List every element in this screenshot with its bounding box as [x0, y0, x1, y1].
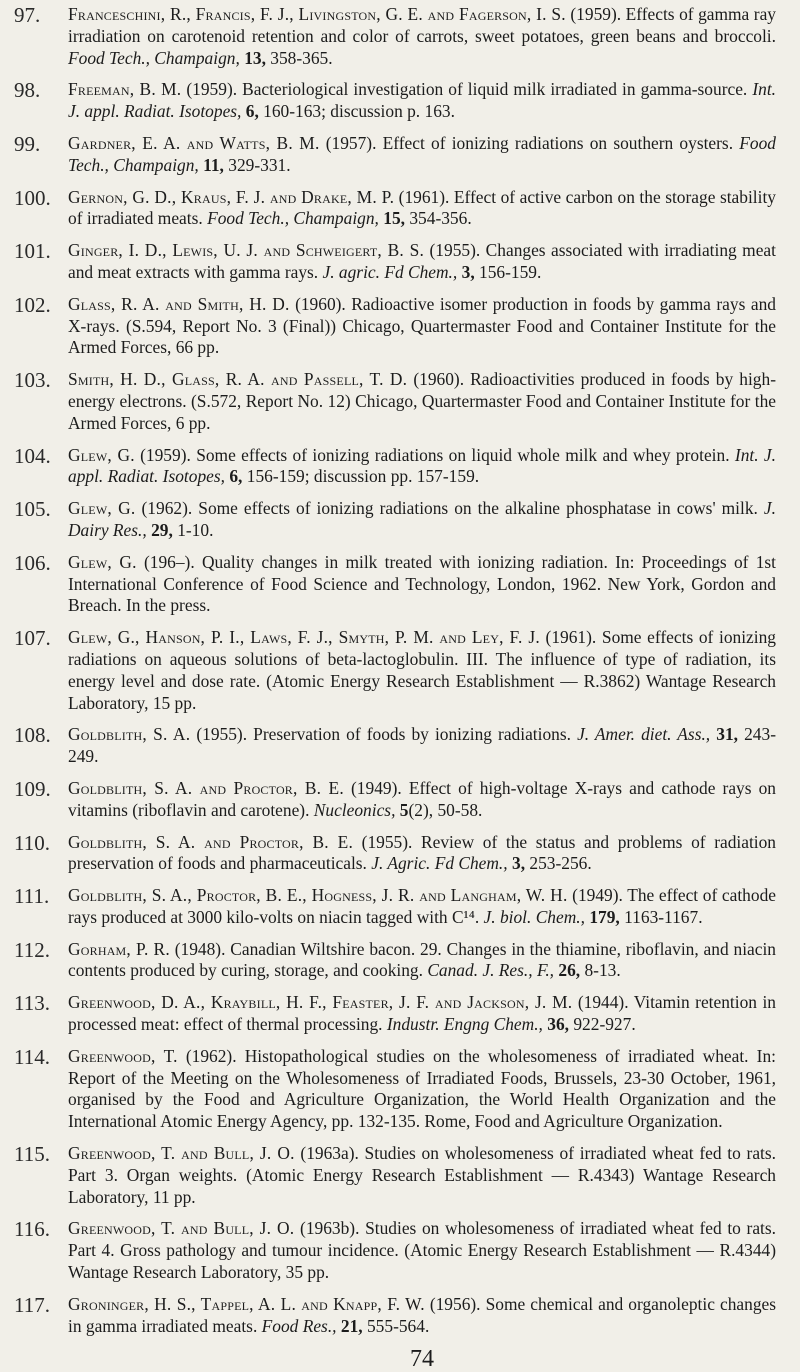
- journal-name: J. biol. Chem.,: [483, 906, 585, 927]
- reference-number: 113.: [14, 991, 50, 1016]
- reference-entry: [14, 778, 776, 822]
- reference-entry: [14, 885, 776, 929]
- reference-number: 115.: [14, 1142, 50, 1167]
- reference-entry: [14, 939, 776, 983]
- reference-segment: (1944). Vitamin retention in processed meat: effect of thermal processing.: [68, 992, 776, 1035]
- reference-authors: Goldblith, S. A., Proctor, B. E., Hogness, J. R. and Langham, W. H.: [68, 885, 568, 906]
- page-number: 74: [410, 1346, 434, 1372]
- reference-text: [68, 240, 776, 284]
- reference-segment: 253-256.: [525, 853, 592, 874]
- reference-authors: Gardner, E. A. and Watts, B. M.: [68, 132, 320, 153]
- reference-text: [68, 294, 776, 359]
- reference-entry: [14, 552, 776, 617]
- volume-number: 13,: [244, 47, 266, 68]
- volume-number: 21,: [340, 1315, 363, 1336]
- reference-entry: [14, 445, 776, 489]
- reference-entry: [14, 294, 776, 359]
- reference-text: [68, 187, 776, 231]
- reference-entry: [14, 1143, 776, 1208]
- reference-segment: (1955). Preservation of foods by ionizing radiations.: [190, 724, 578, 745]
- reference-segment: 243-249.: [68, 724, 776, 767]
- reference-segment: 358-365.: [265, 47, 333, 68]
- reference-authors: Goldblith, S. A.: [68, 724, 191, 745]
- reference-authors: Greenwood, T. and Bull, J. O.: [68, 1218, 295, 1239]
- reference-authors: Goldblith, S. A. and Proctor, B. E.: [68, 831, 354, 852]
- reference-authors: Gernon, G. D., Kraus, F. J. and Drake, M. P.: [68, 186, 395, 207]
- journal-name: Canad. J. Res., F.,: [427, 960, 555, 981]
- volume-number: 6,: [229, 466, 243, 487]
- volume-number: 179,: [589, 906, 620, 927]
- reference-text: [68, 4, 776, 69]
- journal-name: Nucleonics,: [313, 799, 396, 820]
- reference-authors: Franceschini, R., Francis, F. J., Livingston, G. E. and Fagerson, I. S.: [68, 4, 566, 24]
- journal-name: J. Agric. Fd Chem.,: [371, 853, 508, 874]
- reference-text: [68, 1046, 776, 1133]
- volume-number: 15,: [383, 208, 406, 229]
- reference-authors: Freeman, B. M.: [68, 79, 182, 100]
- reference-number: 114.: [14, 1044, 50, 1069]
- reference-segment: (1959). Effects of gamma ray irradiation on carotenoid retention and color of carrots, sweet potatoes, green beans and broccoli.: [68, 4, 776, 46]
- journal-name: J. agric. Fd Chem.,: [322, 261, 458, 282]
- reference-segment: 1163-1167.: [619, 906, 703, 927]
- reference-number: 98.: [14, 78, 41, 103]
- journal-name: J. Amer. diet. Ass.,: [577, 724, 711, 745]
- volume-number: 29,: [151, 519, 173, 540]
- volume-number: 3,: [461, 261, 475, 282]
- reference-entry: [14, 627, 776, 714]
- reference-number: 97.: [14, 3, 41, 27]
- reference-segment: 555-564.: [362, 1315, 430, 1336]
- journal-name: Food Res.,: [261, 1315, 337, 1336]
- reference-segment: 8-13.: [580, 960, 621, 981]
- reference-segment: (196–). Quality changes in milk treated with ionizing radiation. In: Proceedings of 1st International Conference of Food Science and Technology, London, 1962. New York, Gordon and Breach. In the press.: [68, 551, 777, 616]
- reference-segment: (1961). Effect of active carbon on the storage stability of irradiated meats.: [68, 186, 776, 229]
- reference-entry: [14, 1046, 776, 1133]
- reference-list: [14, 4, 776, 1337]
- reference-number: 108.: [14, 723, 51, 748]
- journal-name: Food Tech., Champaign,: [68, 132, 776, 175]
- reference-entry: [14, 724, 776, 768]
- reference-authors: Glew, G., Hanson, P. I., Laws, F. J., Smyth, P. M. and Ley, F. J.: [68, 627, 540, 648]
- reference-authors: Gorham, P. R.: [68, 938, 170, 959]
- reference-entry: [14, 4, 776, 69]
- reference-segment: (1957). Effect of ionizing radiations on southern oysters.: [319, 132, 740, 153]
- volume-number: 3,: [512, 853, 526, 874]
- reference-entry: [14, 992, 776, 1036]
- reference-segment: (1962). Histopathological studies on the wholesomeness of irradiated wheat. In: Report of the Meeting on the Wholesomeness of Irradiated Foods, Brussels, 23-30 October, 1961, organised by the Food and Agriculture Organization, the World Health Organization and the International Atomic Energy Agency, pp. 132-135. Rome, Food and Agriculture Organization.: [68, 1045, 776, 1132]
- reference-entry: [14, 240, 776, 284]
- journal-name: Int. J. appl. Radiat. Isotopes,: [68, 444, 776, 487]
- reference-authors: Glass, R. A. and Smith, H. D.: [68, 293, 290, 314]
- reference-segment: (2), 50-58.: [408, 799, 483, 820]
- reference-number: 116.: [14, 1217, 50, 1242]
- reference-authors: Goldblith, S. A. and Proctor, B. E.: [68, 777, 344, 798]
- reference-number: 103.: [14, 368, 51, 393]
- reference-segment: (1962). Some effects of ionizing radiations on the alkaline phosphatase in cows' milk.: [135, 498, 764, 519]
- reference-segment: (1959). Some effects of ionizing radiations on liquid whole milk and whey protein.: [134, 444, 735, 465]
- reference-authors: Glew, G.: [68, 444, 135, 465]
- journal-name: Food Tech., Champaign,: [207, 208, 379, 229]
- reference-segment: 156-159; discussion pp. 157-159.: [242, 466, 480, 487]
- reference-authors: Groninger, H. S., Tappel, A. L. and Knapp, F. W.: [68, 1293, 425, 1314]
- reference-text: [68, 992, 776, 1036]
- volume-number: 26,: [558, 960, 581, 981]
- reference-segment: 160-163; discussion p. 163.: [258, 101, 455, 122]
- reference-segment: (1963a). Studies on wholesomeness of irradiated wheat fed to rats. Part 3. Organ weights. (Atomic Energy Research Establishment — R.4343) Wantage Research Laboratory, 11 pp.: [68, 1143, 776, 1207]
- reference-segment: (1956). Some chemical and organoleptic changes in gamma irradiated meats.: [68, 1293, 776, 1336]
- reference-entry: [14, 498, 776, 542]
- reference-number: 111.: [14, 884, 50, 909]
- reference-segment: (1960). Radioactivities produced in foods by high-energy electrons. (S.572, Report No. 12) Chicago, Quartermaster Food and Container Institute for the Armed Forces, 6 pp.: [68, 369, 776, 433]
- reference-segment: 329-331.: [223, 154, 291, 175]
- reference-segment: (1960). Radioactive isomer production in foods by gamma rays and X-rays. (S.594, Report No. 3 (Final)) Chicago, Quartermaster Food and Container Institute for the Armed Forces, 66 pp.: [68, 293, 776, 358]
- volume-number: 6,: [245, 101, 259, 122]
- reference-number: 110.: [14, 830, 50, 855]
- journal-name: Food Tech., Champaign,: [68, 47, 240, 68]
- volume-number: 11,: [203, 154, 224, 175]
- journal-name: J. Dairy Res.,: [68, 498, 776, 540]
- reference-segment: (1955). Review of the status and problems of radiation preservation of foods and pharmaceuticals.: [68, 831, 776, 874]
- reference-number: 117.: [14, 1292, 50, 1317]
- reference-text: [68, 939, 776, 983]
- reference-number: 106.: [14, 550, 51, 575]
- reference-number: 112.: [14, 937, 50, 962]
- reference-number: 99.: [14, 131, 41, 156]
- reference-authors: Greenwood, D. A., Kraybill, H. F., Feaster, J. F. and Jackson, J. M.: [68, 992, 573, 1013]
- reference-segment: (1959). Bacteriological investigation of liquid milk irradiated in gamma-source.: [181, 79, 753, 100]
- volume-number: 36,: [547, 1014, 570, 1035]
- reference-text: [68, 79, 776, 123]
- reference-text: [68, 885, 776, 929]
- reference-text: [68, 832, 776, 876]
- reference-number: 100.: [14, 185, 51, 210]
- reference-segment: (1949). Effect of high-voltage X-rays and cathode rays on vitamins (riboflavin and carotene).: [68, 777, 776, 820]
- reference-text: [68, 724, 776, 768]
- reference-entry: [14, 369, 776, 434]
- reference-segment: (1961). Some effects of ionizing radiations on aqueous solutions of beta-lactoglobulin. III. The influence of type of radiation, its energy level and dose rate. (Atomic Energy Research Establishment — R.3862) Wantage Research Laboratory, 15 pp.: [68, 627, 777, 713]
- reference-entry: [14, 832, 776, 876]
- reference-text: [68, 1143, 776, 1208]
- reference-authors: Greenwood, T. and Bull, J. O.: [68, 1143, 295, 1164]
- reference-number: 105.: [14, 497, 51, 522]
- reference-entry: [14, 1294, 776, 1338]
- journal-name: Int. J. appl. Radiat. Isotopes,: [68, 79, 776, 122]
- reference-segment: 156-159.: [474, 261, 542, 282]
- reference-segment: (1955). Changes associated with irradiating meat and meat extracts with gamma rays.: [68, 240, 776, 282]
- volume-number: 31,: [716, 724, 739, 745]
- reference-text: [68, 627, 776, 714]
- reference-text: [68, 445, 776, 489]
- reference-number: 104.: [14, 443, 51, 468]
- reference-entry: [14, 133, 776, 177]
- reference-segment: (1949). The effect of cathode rays produced at 3000 kilo-volts on niacin tagged with C¹⁴.: [68, 885, 776, 927]
- reference-authors: Smith, H. D., Glass, R. A. and Passell, T. D.: [68, 369, 408, 390]
- reference-segment: 922-927.: [569, 1014, 636, 1035]
- journal-name: Industr. Engng Chem.,: [386, 1014, 543, 1035]
- reference-authors: Glew, G.: [68, 498, 136, 519]
- reference-entry: [14, 79, 776, 123]
- reference-number: 109.: [14, 776, 51, 801]
- reference-text: [68, 498, 776, 542]
- reference-text: [68, 1294, 776, 1338]
- reference-authors: Greenwood, T.: [68, 1045, 178, 1066]
- reference-text: [68, 778, 776, 822]
- volume-number: 5: [399, 799, 409, 820]
- reference-text: [68, 552, 776, 617]
- reference-text: [68, 369, 776, 434]
- reference-number: 102.: [14, 292, 51, 317]
- reference-number: 107.: [14, 626, 51, 651]
- reference-number: 101.: [14, 239, 51, 264]
- reference-text: [68, 133, 776, 177]
- reference-authors: Glew, G.: [68, 551, 137, 572]
- reference-segment: 354-356.: [405, 208, 472, 229]
- reference-segment: (1948). Canadian Wiltshire bacon. 29. Changes in the thiamine, riboflavin, and niacin contents produced by curing, storage, and cooking.: [68, 938, 776, 981]
- reference-text: [68, 1218, 776, 1283]
- reference-entry: [14, 187, 776, 231]
- reference-authors: Ginger, I. D., Lewis, U. J. and Schweigert, B. S.: [68, 240, 425, 261]
- reference-entry: [14, 1218, 776, 1283]
- reference-segment: (1963b). Studies on wholesomeness of irradiated wheat fed to rats. Part 4. Gross pathology and tumour incidence. (Atomic Energy Research Establishment — R.4344) Wantage Research Laboratory, 35 pp.: [68, 1218, 777, 1283]
- reference-segment: 1-10.: [172, 519, 214, 540]
